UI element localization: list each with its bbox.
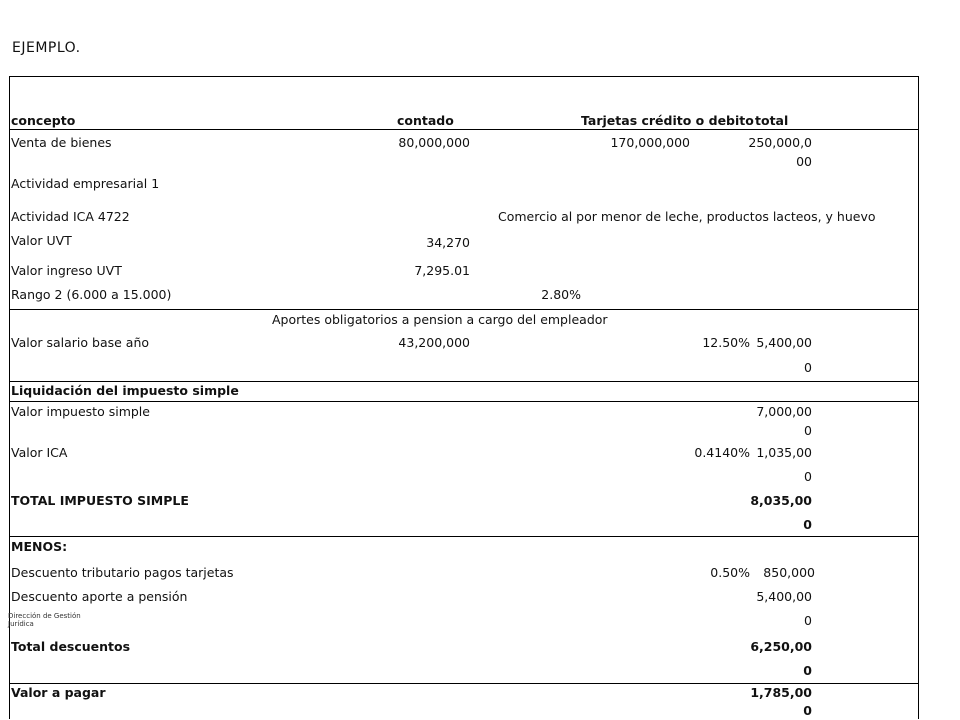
- row-label: Valor a pagar: [11, 685, 106, 700]
- total-value-cont: 0: [803, 517, 812, 532]
- divider: [9, 309, 918, 310]
- contado-value: 7,295.01: [414, 263, 470, 278]
- row-label: Valor ICA: [11, 445, 68, 460]
- percent-value: 0.50%: [710, 565, 750, 580]
- total-value-cont: 0: [804, 360, 812, 375]
- total-value: 1,785,00: [750, 685, 812, 700]
- row-label: Descuento aporte a pensión: [11, 589, 188, 604]
- column-header-contado: contado: [397, 113, 454, 128]
- column-header-tarjetas: Tarjetas crédito o debito: [581, 113, 754, 128]
- rate-value: 2.80%: [541, 287, 581, 302]
- divider: [9, 683, 918, 684]
- contado-value: 80,000,000: [398, 135, 470, 150]
- watermark-text: [8, 612, 81, 628]
- total-value: 5,400,00: [756, 589, 812, 604]
- percent-value: 0.4140%: [694, 445, 750, 460]
- section-caption: Aportes obligatorios a pension a cargo del empleador: [272, 312, 608, 327]
- activity-description: Comercio al por menor de leche, productos lacteos, y huevo: [498, 209, 876, 224]
- total-value-cont: 0: [803, 663, 812, 678]
- row-label: TOTAL IMPUESTO SIMPLE: [11, 493, 189, 508]
- percent-value: 12.50%: [702, 335, 750, 350]
- divider: [9, 401, 918, 402]
- row-label: Actividad empresarial 1: [11, 176, 160, 191]
- row-label: Valor ingreso UVT: [11, 263, 122, 278]
- row-label: Valor UVT: [11, 233, 72, 248]
- total-value: 8,035,00: [750, 493, 812, 508]
- divider: [9, 536, 918, 537]
- column-header-total: total: [755, 113, 789, 128]
- section-heading: MENOS:: [11, 539, 68, 554]
- contado-value: 34,270: [426, 235, 470, 250]
- row-label: Descuento tributario pagos tarjetas: [11, 565, 234, 580]
- total-value: 7,000,00: [756, 404, 812, 419]
- row-label: Venta de bienes: [11, 135, 112, 150]
- total-value-cont: 0: [803, 703, 812, 718]
- row-label: Valor salario base año: [11, 335, 150, 350]
- total-value: 6,250,00: [750, 639, 812, 654]
- row-label: Total descuentos: [11, 639, 131, 654]
- column-header-concepto: concepto: [11, 113, 76, 128]
- page-title: EJEMPLO.: [12, 40, 81, 56]
- divider: [9, 381, 918, 382]
- tarjetas-value: 170,000,000: [610, 135, 690, 150]
- contado-value: 43,200,000: [398, 335, 470, 350]
- total-value-cont: 0: [804, 613, 812, 628]
- total-value-cont: 00: [796, 154, 812, 169]
- total-value-cont: 0: [804, 469, 812, 484]
- row-label: Valor impuesto simple: [11, 404, 150, 419]
- section-heading: Liquidación del impuesto simple: [11, 383, 239, 398]
- total-value: 850,000: [763, 565, 815, 580]
- row-label: Rango 2 (6.000 a 15.000): [11, 287, 172, 302]
- row-label: Actividad ICA 4722: [11, 209, 130, 224]
- divider: [9, 129, 918, 130]
- total-value-cont: 0: [804, 423, 812, 438]
- total-value: 5,400,00: [756, 335, 812, 350]
- total-value: 250,000,0: [748, 135, 812, 150]
- watermark-line: Jurídica: [8, 620, 34, 628]
- total-value: 1,035,00: [756, 445, 812, 460]
- watermark-line: Dirección de Gestión: [8, 612, 81, 620]
